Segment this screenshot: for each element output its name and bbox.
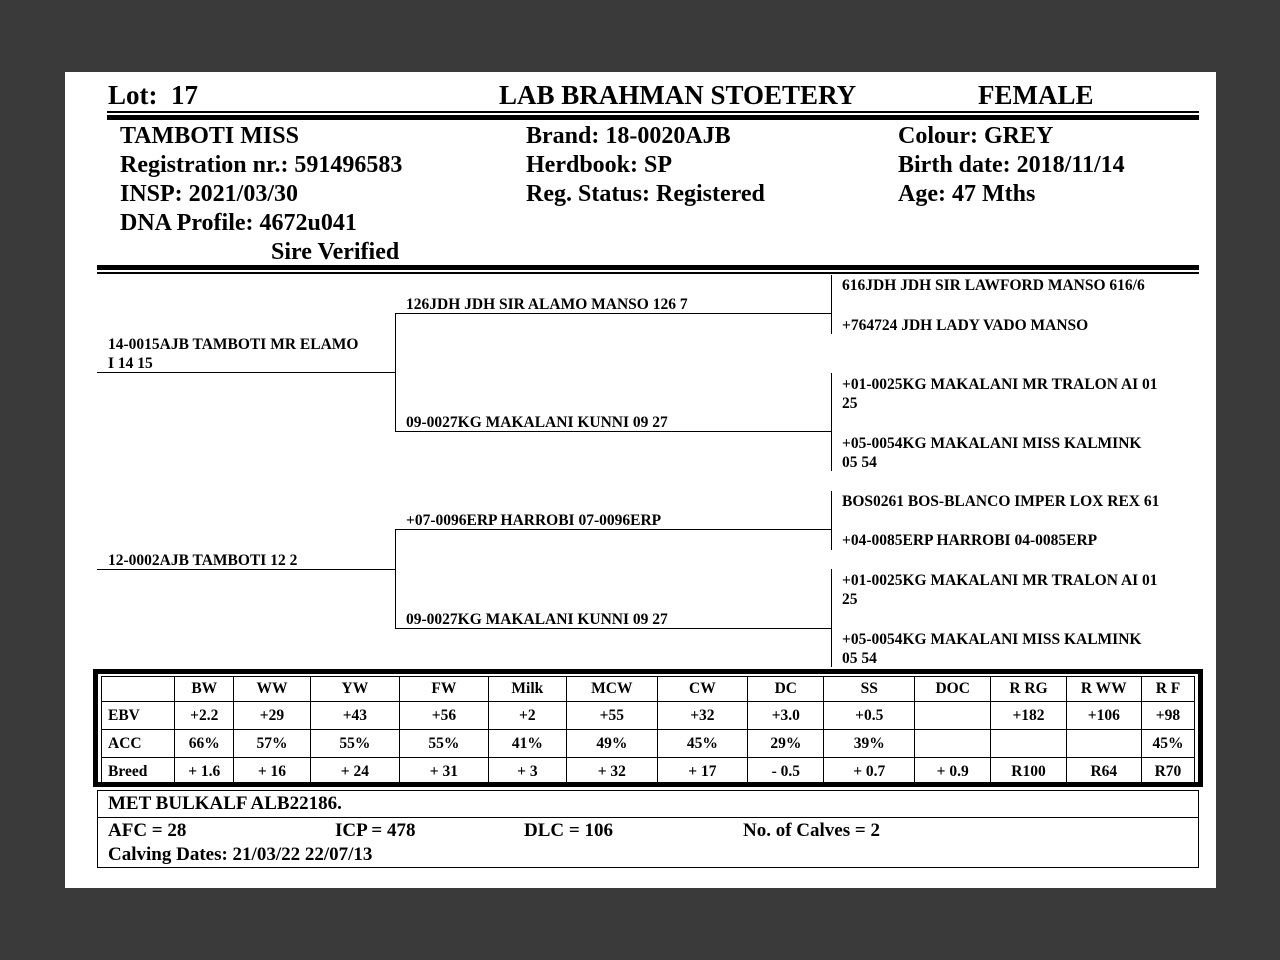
lot-label: Lot: 17 [108,80,198,110]
sex-label: FEMALE [978,80,1094,110]
pedigree-gen3-4: +05-0054KG MAKALANI MISS KALMINK 05 54 [842,435,1142,471]
sire-sire-line [395,313,831,314]
pedigree-gen3-7: +01-0025KG MAKALANI MR TRALON AI 01 25 [842,572,1158,608]
pedigree-sire-dam: 09-0027KG MAKALANI KUNNI 09 27 [406,414,668,431]
dna-profile: DNA Profile: 4672u041 [120,210,357,236]
age: Age: 47 Mths [898,181,1036,207]
pedigree-gen3-6: +04-0085ERP HARROBI 04-0085ERP [842,532,1098,549]
calving-dates: Calving Dates: 21/03/22 22/07/13 [108,844,373,865]
afc: AFC = 28 [108,820,187,841]
birth-date: Birth date: 2018/11/14 [898,152,1125,178]
dam-bracket [395,530,396,628]
dam-sire-line [395,529,831,530]
ebv-row: EBV +2.2 +29 +43 +56 +2 +55 +32 +3.0 +0.5 +182 +106 +98 [102,702,1195,730]
brand: Brand: 18-0020AJB [526,123,731,149]
pedigree-sire: 14-0015AJB TAMBOTI MR ELAMO I 14 15 [108,336,359,372]
sire-dam-line [395,431,831,432]
pedigree-gen3-2: +764724 JDH LADY VADO MANSO [842,317,1089,334]
met-bulkalf: MET BULKALF ALB22186. [97,790,1199,818]
header-rule-thick [107,115,1199,120]
info-rule-thin [97,272,1199,274]
pedigree-sheet [65,72,1216,888]
sire-line [97,372,395,373]
insp-date: INSP: 2021/03/30 [120,181,299,207]
sire-verified: Sire Verified [271,239,400,265]
dam-dam-line [395,628,831,629]
registration-number: Registration nr.: 591496583 [120,152,403,178]
pedigree-dam-dam: 09-0027KG MAKALANI KUNNI 09 27 [406,611,668,628]
number-of-calves: No. of Calves = 2 [743,820,880,841]
animal-info-right [898,122,1125,209]
info-rule-thick [97,265,1199,270]
dam-line [97,569,395,570]
acc-row: ACC 66% 57% 55% 55% 41% 49% 45% 29% 39% 45% [102,730,1195,758]
gen3-bracket-2 [831,373,832,471]
animal-info-left [120,122,402,267]
gen3-bracket-4 [831,569,832,667]
icp: ICP = 478 [335,820,416,841]
header-rule-thin [107,111,1199,113]
pedigree-gen3-1: 616JDH JDH SIR LAWFORD MANSO 616/6 [842,277,1145,294]
pedigree-gen3-8: +05-0054KG MAKALANI MISS KALMINK 05 54 [842,631,1142,667]
pedigree-gen3-5: BOS0261 BOS-BLANCO IMPER LOX REX 61 [842,493,1160,510]
dlc: DLC = 106 [524,820,613,841]
animal-info-middle [526,122,765,209]
gen3-bracket-1 [831,275,832,334]
colour: Colour: GREY [898,123,1054,149]
herdbook: Herdbook: SP [526,152,673,178]
pedigree-dam: 12-0002AJB TAMBOTI 12 2 [108,552,298,569]
pedigree-sire-sire: 126JDH JDH SIR ALAMO MANSO 126 7 [406,296,688,313]
animal-name: TAMBOTI MISS [120,123,299,149]
gen3-bracket-3 [831,491,832,550]
lot-number: 17 [171,80,198,110]
ebv-table [101,676,1195,786]
breeder-name: LAB BRAHMAN STOETERY [499,80,857,110]
ebv-header-row: BW WW YW FW Milk MCW CW DC SS DOC R RG R WW R F [102,677,1195,702]
sire-bracket [395,313,396,432]
calving-info [97,818,1199,868]
pedigree-dam-sire: +07-0096ERP HARROBI 07-0096ERP [406,512,662,529]
breed-row: Breed + 1.6 + 16 + 24 + 31 + 3 + 32 + 17 - 0.5 + 0.7 + 0.9 R100 R64 R70 [102,758,1195,786]
reg-status: Reg. Status: Registered [526,181,765,207]
pedigree-gen3-3: +01-0025KG MAKALANI MR TRALON AI 01 25 [842,376,1158,412]
